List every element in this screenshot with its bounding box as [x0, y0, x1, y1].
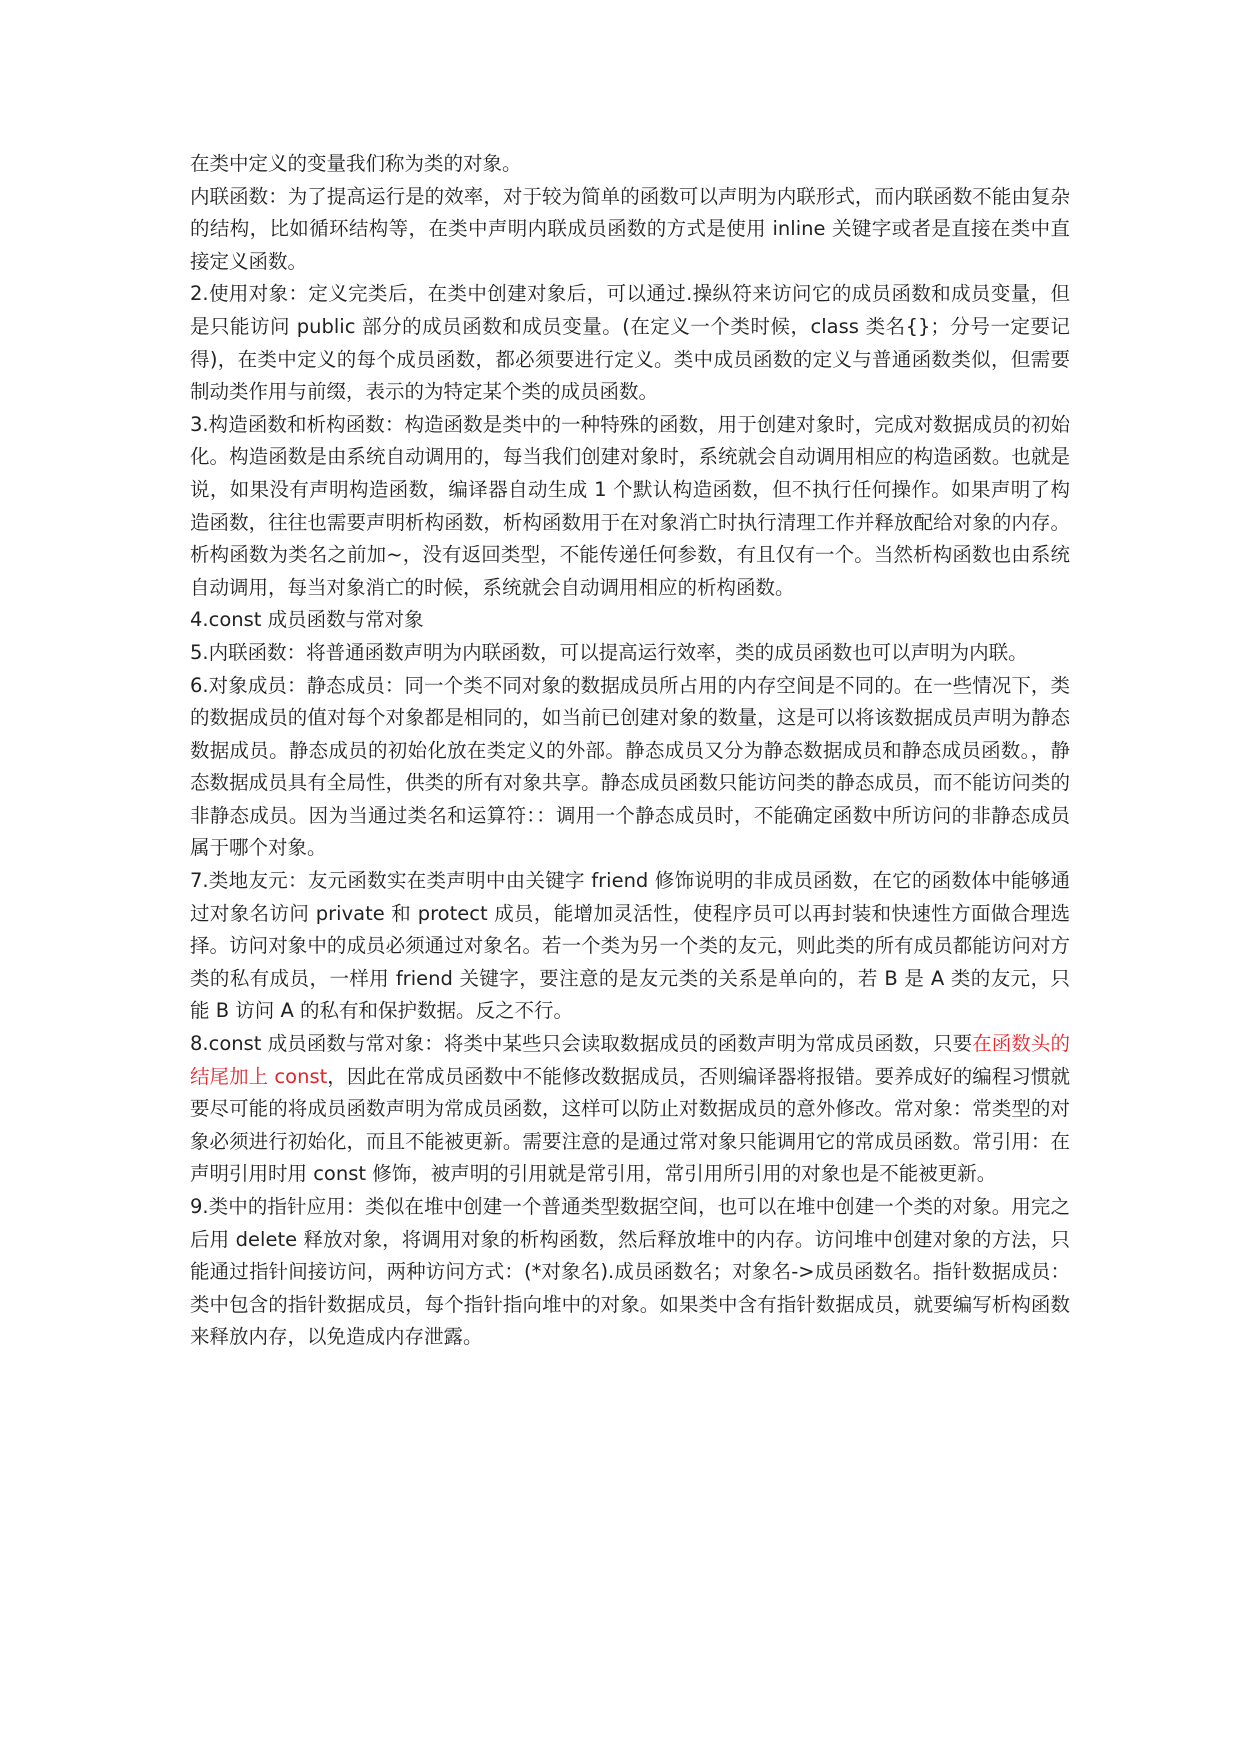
const-text-before: 8.const 成员函数与常对象：将类中某些只会读取数据成员的函数声明为常成员函数，只要: [190, 1032, 973, 1056]
paragraph-inline-function: 内联函数：为了提高运行是的效率，对于较为简单的函数可以声明为内联形式，而内联函数不能由复杂的结构，比如循环结构等，在类中声明内联成员函数的方式是使用 inline 关键字或者是直接在类中直接定义函数。: [190, 184, 1070, 273]
paragraph-using-objects: 2.使用对象：定义完类后，在类中创建对象后，可以通过.操纵符来访问它的成员函数和成员变量，但是只能访问 public 部分的成员函数和成员变量。(在定义一个类时候，class 类名{}；分号一定要记得)，在类中定义的每个成员函数，都必须要进行定义。类中成员函数的定义与普通函数类似，但需要制动类作用与前缀，表示的为特定某个类的成员函数。: [190, 282, 1070, 404]
paragraph-const-members: [190, 1028, 1070, 1191]
const-highlight-text: 在函数头的结尾加上 const: [190, 1032, 1070, 1088]
document-body: [190, 148, 1070, 1354]
paragraph-pointers: 9.类中的指针应用：类似在堆中创建一个普通类型数据空间，也可以在堆中创建一个类的对象。用完之后用 delete 释放对象，将调用对象的析构函数，然后释放堆中的内存。访问堆中创建对象的方法，只能通过指针间接访问，两种访问方式：(*对象名).成员函数名；对象名->成员函数名。指针数据成员：类中包含的指针数据成员，每个指针指向堆中的对象。如果类中含有指针数据成员，就要编写析构函数来释放内存，以免造成内存泄露。: [190, 1195, 1070, 1349]
paragraph-inline-function-2: 5.内联函数：将普通函数声明为内联函数，可以提高运行效率，类的成员函数也可以声明为内联。: [190, 640, 1028, 664]
paragraph-const-heading: 4.const 成员函数与常对象: [190, 608, 424, 632]
paragraph-constructor-destructor: 3.构造函数和析构函数：构造函数是类中的一种特殊的函数，用于创建对象时，完成对数据成员的初始化。构造函数是由系统自动调用的，每当我们创建对象时，系统就会自动调用相应的构造函数。也就是说，如果没有声明构造函数，编译器自动生成 1 个默认构造函数，但不执行任何操作。如果声明了构造函数，往往也需要声明析构函数，析构函数用于在对象消亡时执行清理工作并释放配给对象的内存。析构函数为类名之前加~，没有返回类型，不能传递任何参数，有且仅有一个。当然析构函数也由系统自动调用，每当对象消亡的时候，系统就会自动调用相应的析构函数。: [190, 412, 1070, 599]
paragraph-friend: 7.类地友元：友元函数实在类声明中由关键字 friend 修饰说明的非成员函数，在它的函数体中能够通过对象名访问 private 和 protect 成员，能增加灵活性，使程序员可以再封装和快速性方面做合理选择。访问对象中的成员必须通过对象名。若一个类为另一个类的友元，则此类的所有成员都能访问对方类的私有成员，一样用 friend 关键字，要注意的是友元类的关系是单向的，若 B 是 A 类的友元，只能 B 访问 A 的私有和保护数据。反之不行。: [190, 869, 1070, 1023]
const-text-after: ，因此在常成员函数中不能修改数据成员，否则编译器将报错。要养成好的编程习惯就要尽可能的将成员函数声明为常成员函数，这样可以防止对数据成员的意外修改。常对象：常类型的对象必须进行初始化，而且不能被更新。需要注意的是通过常对象只能调用它的常成员函数。常引用：在声明引用时用 const 修饰，被声明的引用就是常引用，常引用所引用的对象也是不能被更新。: [190, 1064, 1070, 1186]
paragraph-static-members: 6.对象成员：静态成员：同一个类不同对象的数据成员所占用的内存空间是不同的。在一些情况下，类的数据成员的值对每个对象都是相同的，如当前已创建对象的数量，这是可以将该数据成员声明为静态数据成员。静态成员的初始化放在类定义的外部。静态成员又分为静态数据成员和静态成员函数。，静态数据成员具有全局性，供类的所有对象共享。静态成员函数只能访问类的静态成员，而不能访问类的非静态成员。因为当通过类名和运算符：：调用一个静态成员时，不能确定函数中所访问的非静态成员属于哪个对象。: [190, 673, 1070, 860]
paragraph-class-object: 在类中定义的变量我们称为类的对象。: [190, 152, 522, 175]
